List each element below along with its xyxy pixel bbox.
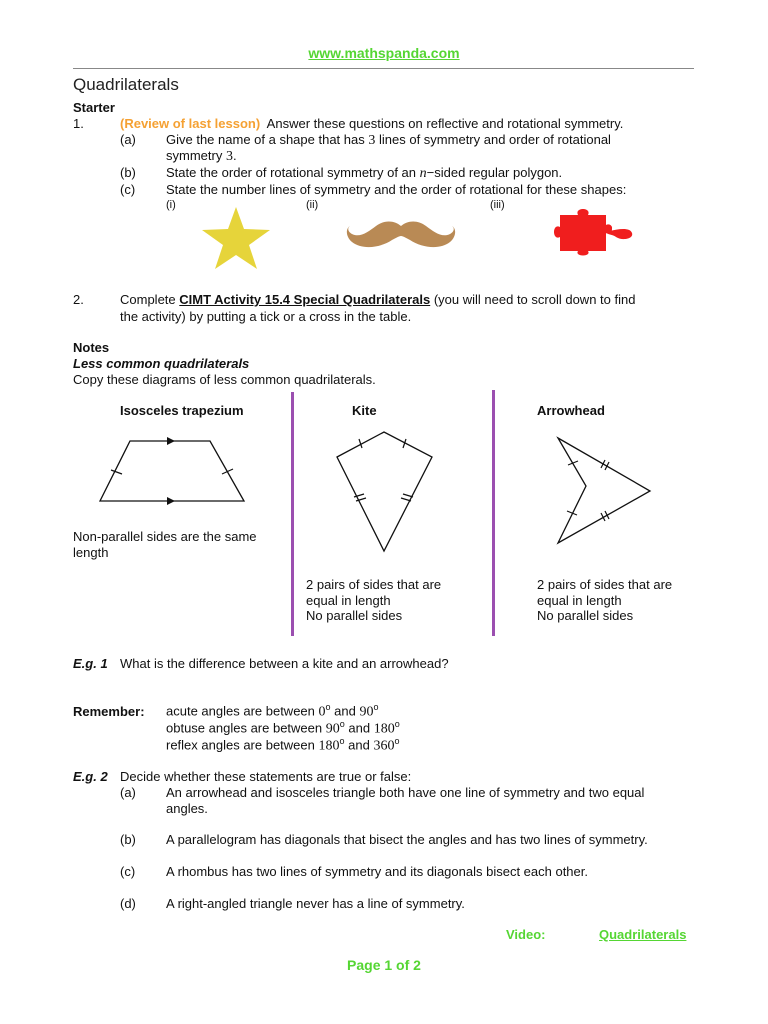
obtuse-text: obtuse angles are between — [166, 720, 323, 736]
eg2b-label: (b) — [120, 832, 136, 847]
trapezium-desc-2: length — [73, 545, 109, 560]
eg2-label: E.g. 2 — [73, 769, 108, 784]
remember-label: Remember: — [73, 704, 145, 719]
kite-desc-3: No parallel sides — [306, 608, 403, 623]
arrowhead-desc-2: equal in length — [537, 593, 622, 608]
q1-tag: (Review of last lesson) — [120, 116, 261, 131]
eg1-label: E.g. 1 — [73, 656, 108, 671]
and-2: and — [348, 720, 371, 736]
eg2a-line2: angles. — [166, 801, 208, 816]
q1c-text: State the number lines of symmetry and the order of rotational for these shapes: — [166, 182, 627, 197]
eg2a-line1: An arrowhead and isosceles triangle both have one line of symmetry and two equal — [166, 785, 645, 800]
acute-b: 90 — [359, 704, 374, 720]
reflex-text: reflex angles are between — [166, 737, 315, 753]
arrowhead-diagram — [552, 432, 656, 548]
eg2d-label: (d) — [120, 896, 136, 911]
kite-desc-1: 2 pairs of sides that are — [306, 577, 442, 592]
q1a-line1 — [166, 132, 611, 149]
q2-text2: (you will need to scroll down to find — [433, 292, 636, 307]
q1b-line — [166, 165, 562, 182]
divider-right — [492, 390, 495, 636]
star-icon — [198, 205, 274, 271]
kite-diagram — [333, 428, 437, 556]
deg-3: o — [339, 719, 345, 729]
q1a-text2: lines of symmetry and order of rotational — [379, 132, 611, 147]
q1-number: 1. — [73, 116, 84, 131]
trapezium-desc-1: Non-parallel sides are the same — [73, 529, 257, 544]
eg2-text: Decide whether these statements are true or false: — [120, 769, 412, 784]
eg1-text: What is the difference between a kite and an arrowhead? — [120, 656, 449, 671]
arrowhead-desc-1: 2 pairs of sides that are — [537, 577, 673, 592]
website-link[interactable]: www.mathspanda.com — [308, 45, 460, 61]
divider-left — [291, 392, 294, 636]
shape-label-ii: (ii) — [306, 199, 319, 211]
reflex-b: 360 — [373, 738, 395, 754]
cimt-activity-link[interactable]: CIMT Activity 15.4 Special Quadrilaterals — [179, 292, 431, 307]
q2-text1: Complete — [120, 292, 176, 307]
q1a-text1: Give the name of a shape that has — [166, 132, 365, 147]
remember-obtuse — [166, 719, 400, 737]
reflex-a: 180 — [318, 738, 340, 754]
q1b-text2: −sided regular polygon. — [426, 165, 563, 180]
kite-title: Kite — [352, 403, 377, 418]
q1a-num2: 3 — [225, 149, 233, 164]
acute-a: 0 — [318, 704, 326, 720]
arrowhead-title: Arrowhead — [537, 403, 605, 418]
and-3: and — [348, 737, 370, 753]
deg-6: o — [394, 736, 400, 746]
page-number: Page 1 of 2 — [347, 957, 421, 973]
eg2b-line1: A parallelogram has diagonals that bisect the angles and has two lines of symmetry. — [166, 832, 648, 847]
isosceles-trapezium-diagram — [95, 436, 250, 506]
video-label: Video: — [506, 927, 546, 942]
notes-subheading: Less common quadrilaterals — [73, 356, 250, 371]
notes-intro: Copy these diagrams of less common quadrilaterals. — [73, 372, 376, 387]
deg-1: o — [325, 702, 331, 712]
notes-heading: Notes — [73, 340, 110, 355]
arrowhead-desc-3: No parallel sides — [537, 608, 634, 623]
q1c-label: (c) — [120, 182, 136, 197]
q1a-num: 3 — [368, 133, 376, 148]
obtuse-b: 180 — [373, 721, 395, 737]
video-link[interactable]: Quadrilaterals — [599, 927, 687, 942]
puzzle-piece-icon — [552, 207, 636, 257]
remember-reflex — [166, 736, 399, 754]
q1-text: Answer these questions on reflective and rotational symmetry. — [266, 116, 624, 131]
eg2a-label: (a) — [120, 785, 136, 800]
obtuse-a: 90 — [325, 721, 340, 737]
remember-acute — [166, 702, 379, 720]
page-title: Quadrilaterals — [73, 75, 179, 94]
mustache-icon — [346, 218, 456, 254]
q1b-text1: State the order of rotational symmetry of an — [166, 165, 417, 180]
deg-2: o — [373, 702, 379, 712]
and-1: and — [334, 703, 356, 719]
kite-desc-2: equal in length — [306, 593, 391, 608]
q2-line2: the activity) by putting a tick or a cross in the table. — [120, 309, 412, 324]
q1a-label: (a) — [120, 132, 136, 147]
deg-4: o — [394, 719, 400, 729]
deg-5: o — [339, 736, 345, 746]
q1-line — [120, 116, 623, 131]
q1b-var: n — [419, 166, 427, 181]
q1b-label: (b) — [120, 165, 136, 180]
acute-text: acute angles are between — [166, 703, 315, 719]
trapezium-title: Isosceles trapezium — [120, 403, 244, 418]
q1a-line2-text: symmetry — [166, 148, 223, 163]
starter-heading: Starter — [73, 100, 115, 115]
eg2c-line1: A rhombus has two lines of symmetry and its diagonals bisect each other. — [166, 864, 588, 879]
header-rule — [73, 68, 694, 69]
q1a-line2: symmetry 3. — [166, 148, 237, 164]
shape-label-i: (i) — [166, 199, 176, 211]
q2-number: 2. — [73, 292, 84, 307]
eg2d-line1: A right-angled triangle never has a line of symmetry. — [166, 896, 465, 911]
eg2c-label: (c) — [120, 864, 136, 879]
q2-line1 — [120, 292, 635, 307]
shape-label-iii: (iii) — [490, 199, 505, 211]
